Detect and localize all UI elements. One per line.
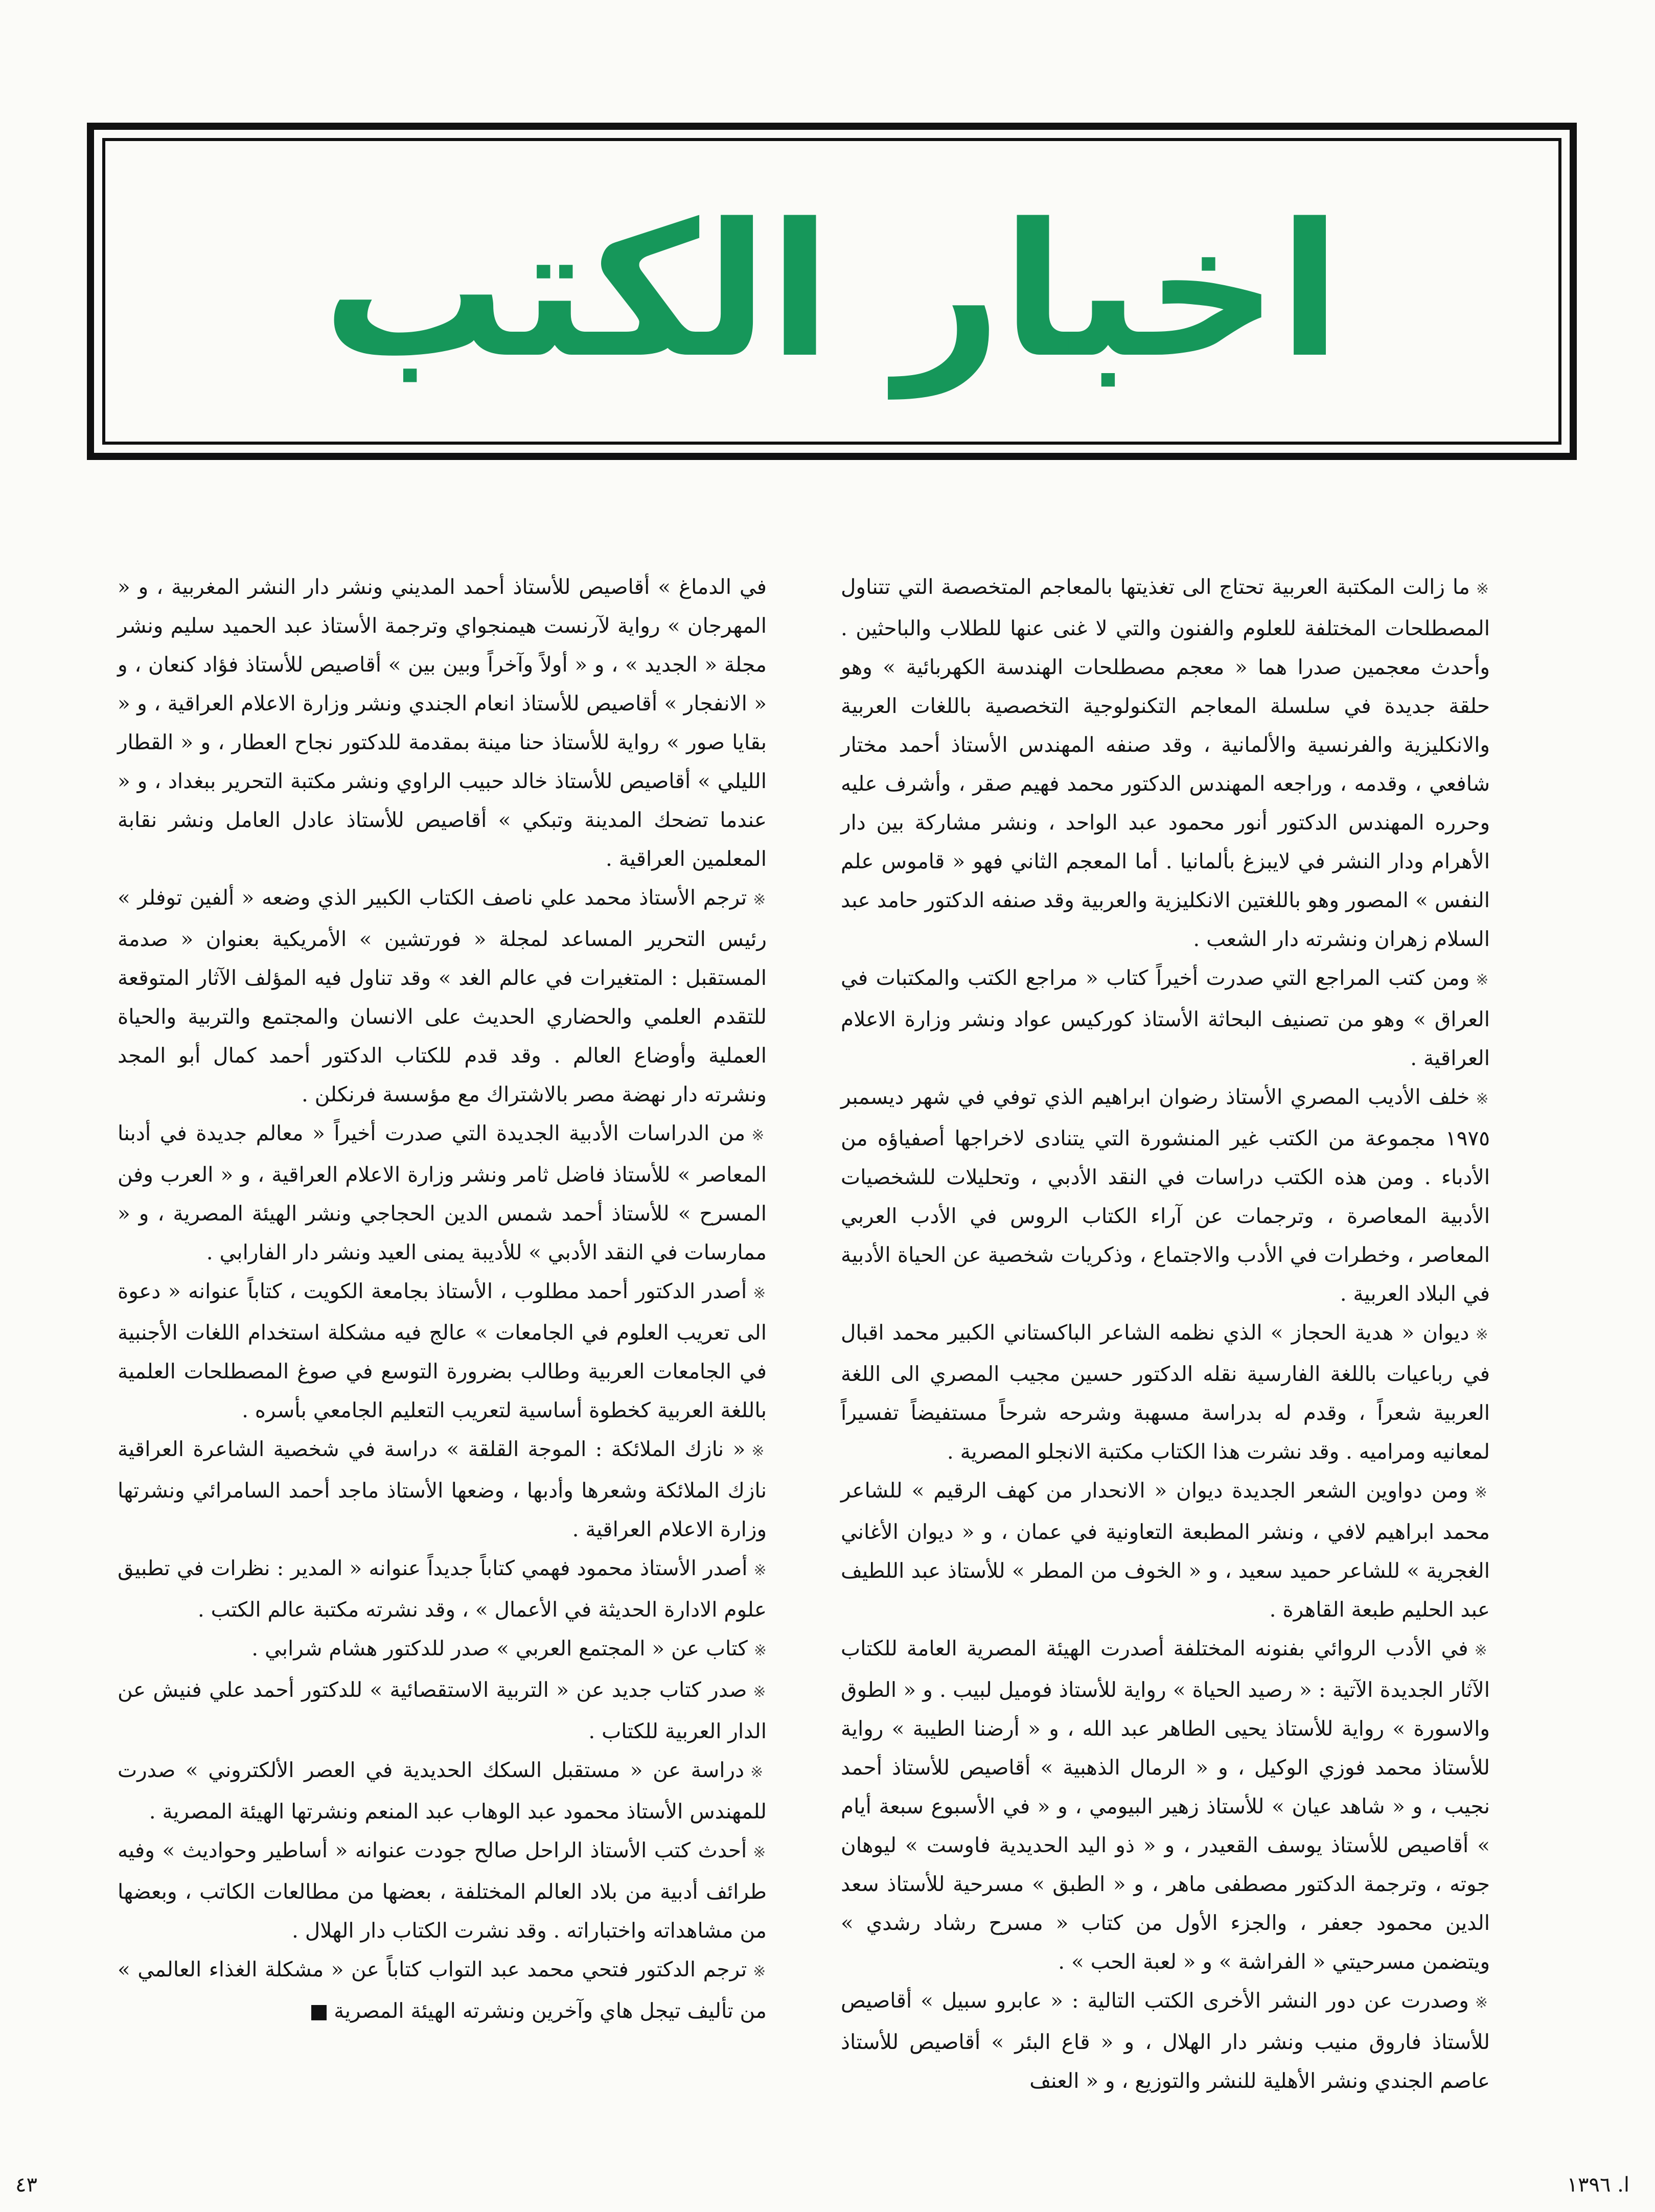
asterisk-icon: ※	[753, 1683, 767, 1701]
asterisk-icon: ※	[753, 1642, 767, 1660]
news-item-text: « نازك الملائكة : الموجة القلقة » دراسة في شخصية الشاعرة العراقية نازك الملائكة وشعرها وأدبها ، وضعها الأستاذ ماجد أحمد السامرائي ونشرتها وزارة الاعلام العراقية .	[118, 1437, 767, 1541]
news-item	[841, 1471, 1490, 1629]
news-item	[118, 1629, 767, 1670]
asterisk-icon: ※	[753, 1844, 767, 1861]
news-item-text: وصدرت عن دور النشر الأخرى الكتب التالية : « عابرو سبيل » أقاصيص للأستاذ فاروق منيب ونشر دار الهلال ، و « قاع البئر » أقاصيص للأستاذ عاصم الجندي ونشر الأهلية للنشر والتوزيع ، و « العنف	[841, 1988, 1490, 2093]
page-title: اخبار الكتب	[322, 184, 1342, 398]
asterisk-icon: ※	[751, 1126, 767, 1144]
asterisk-icon: ※	[750, 1763, 767, 1781]
news-item	[118, 1272, 767, 1430]
asterisk-icon: ※	[751, 1442, 767, 1460]
asterisk-icon: ※	[753, 1561, 767, 1579]
news-item-text: في الأدب الروائي بفنونه المختلفة أصدرت الهيئة المصرية العامة للكتاب الآثار الجديدة الآتية : « رصيد الحياة » رواية للأستاذ فوميل لبيب . و « الطوق والاسورة » رواية للأستاذ يحيى الطاهر عبد الله ، و « أرضنا الطيبة » رواية للأستاذ محمد فوزي الوكيل ، و « الرمال الذهبية » أقاصيص للأستاذ أحمد نجيب ، و « شاهد عيان » للأستاذ زهير البيومي ، و « في الأسبوع سبعة أيام » أقاصيص للأستاذ يوسف القعيدر ، و « ذو اليد الحديدية فاوست » ليوهان جوته ، وترجمة الدكتور مصطفى ماهر ، و « الطبق » مسرحية للأستاذ سعد الدين محمود جعفر ، والجزء الأول من كتاب « مسرح رشاد رشدي » ويتضمن مسرحيتي « الفراشة » و « لعبة الحب » .	[841, 1636, 1490, 1974]
end-square-icon	[311, 2005, 327, 2020]
header-inner-frame	[102, 138, 1561, 445]
news-item-text: في الدماغ » أقاصيص للأستاذ أحمد المديني ونشر دار النشر المغربية ، و « المهرجان » رواية لآرنست هيمنجواي وترجمة الأستاذ عبد الحميد سليم ونشر مجلة « الجديد » ، و « أولاً وآخراً وبين بين » أقاصيص للأستاذ فؤاد كنعان ، و « الانفجار » أقاصيص للأستاذ انعام الجندي ونشر وزارة الاعلام العراقية ، و « بقايا صور » رواية للأستاذ حنا مينة بمقدمة للدكتور نجاح العطار ، و « القطار الليلي » أقاصيص للأستاذ خالد حبيب الراوي ونشر مكتبة التحرير ببغداد ، و « عندما تضحك المدينة وتبكي » أقاصيص للأستاذ عادل العامل ونشر نقابة المعلمين العراقية .	[118, 574, 767, 871]
asterisk-icon: ※	[753, 1284, 767, 1302]
news-item-text: ومن كتب المراجع التي صدرت أخيراً كتاب « مراجع الكتب والمكتبات في العراق » وهو من تصنيف البحاثة الأستاذ كوركيس عواد ونشر وزارة الاعلام العراقية .	[841, 965, 1490, 1070]
news-item	[118, 1831, 767, 1950]
asterisk-icon: ※	[753, 891, 767, 909]
news-item	[118, 1549, 767, 1629]
news-item	[841, 958, 1490, 1077]
news-item-text: دراسة عن « مستقبل السكك الحديدية في العصر الألكتروني » صدرت للمهندس الأستاذ محمود عبد الوهاب عبد المنعم ونشرتها الهيئة المصرية .	[118, 1758, 767, 1824]
news-item	[118, 567, 767, 878]
asterisk-icon: ※	[1475, 1994, 1490, 2012]
news-item	[118, 878, 767, 1114]
news-item	[841, 567, 1490, 958]
asterisk-icon: ※	[1476, 971, 1490, 989]
news-item-text: أحدث كتب الأستاذ الراحل صالح جودت عنوانه « أساطير وحواديث » وفيه طرائف أدبية من بلاد العالم المختلفة ، بعضها من مطالعات الكاتب ، وبعضها من مشاهداته واختباراته . وقد نشرت الكتاب دار الهلال .	[118, 1838, 767, 1943]
news-item-text: كتاب عن « المجتمع العربي » صدر للدكتور هشام شرابي .	[251, 1636, 748, 1661]
news-item-text: ترجم الدكتور فتحي محمد عبد التواب كتاباً عن « مشكلة الغذاء العالمي » من تأليف تيجل هاي وآخرين ونشرته الهيئة المصرية	[118, 1957, 767, 2023]
news-item-text: ومن دواوين الشعر الجديدة ديوان « الانحدار من كهف الرقيم » للشاعر محمد ابراهيم لافي ، ونشر المطبعة التعاونية في عمان ، و « ديوان الأغاني الغجرية » للشاعر حميد سعيد ، و « الخوف من المطر » للأستاذ عبد اللطيف عبد الحليم طبعة القاهرة .	[841, 1478, 1490, 1622]
news-item	[841, 1077, 1490, 1313]
news-item-text: ديوان « هدية الحجاز » الذي نظمه الشاعر الباكستاني الكبير محمد اقبال في رباعيات باللغة الفارسية نقله الدكتور حسين مجيب المصري الى اللغة العربية شعراً ، وقدم له بدراسة مسهبة وشرحه شرحاً مستفيضاً تفسيراً لمعانيه ومراميه . وقد نشرت هذا الكتاب مكتبة الانجلو المصرية .	[841, 1320, 1490, 1464]
header-frame	[87, 123, 1577, 460]
news-item	[118, 1670, 767, 1750]
asterisk-icon: ※	[1476, 580, 1490, 598]
news-item	[841, 1629, 1490, 1981]
news-item-text: ترجم الأستاذ محمد علي ناصف الكتاب الكبير الذي وضعه « ألفين توفلر » رئيس التحرير المساعد لمجلة « فورتشين » الأمريكية بعنوان « صدمة المستقبل : المتغيرات في عالم الغد » وقد تناول فيه المؤلف الآثار المتوقعة للتقدم العلمي والحضاري الحديث على الانسان والمجتمع والتربية والحياة العملية وأوضاع العالم . وقد قدم للكتاب الدكتور أحمد كمال أبو المجد ونشرته دار نهضة مصر بالاشتراك مع مؤسسة فرنكلن .	[118, 885, 767, 1107]
news-item	[118, 1114, 767, 1272]
news-item-text: خلف الأديب المصري الأستاذ رضوان ابراهيم الذي توفي في شهر ديسمبر ١٩٧٥ مجموعة من الكتب غير المنشورة التي يتنادى لاخراجها أصفياؤه من الأدباء . ومن هذه الكتب دراسات في النقد الأدبي ، وتحليلات للشخصيات الأدبية المعاصرة ، وترجمات عن آراء الكتاب الروس في الأدب العربي المعاصر ، وخطرات في الأدب والاجتماع ، وذكريات شخصية عن الحياة الأدبية في البلاد العربية .	[841, 1085, 1490, 1306]
news-item	[841, 1981, 1490, 2100]
news-item	[118, 1430, 767, 1549]
issue-number: ا. ١٣٩٦	[1567, 2173, 1629, 2197]
asterisk-icon: ※	[1475, 1326, 1490, 1344]
news-item-text: ما زالت المكتبة العربية تحتاج الى تغذيتها بالمعاجم المتخصصة التي تتناول المصطلحات المختلفة للعلوم والفنون والتي لا غنى عنها للطلاب والباحثين . وأحدث معجمين صدرا هما « معجم مصطلحات الهندسة الكهربائية » وهو حلقة جديدة في سلسلة المعاجم التكنولوجية التخصصية باللغات العربية والانكليزية والفرنسية والألمانية ، وقد صنفه المهندس الأستاذ أحمد مختار شافعي ، وقدمه ، وراجعه المهندس الدكتور محمد فهيم صقر ، وأشرف عليه وحرره المهندس الدكتور أنور محمود عبد الواحد ، ونشر مشاركة بين دار الأهرام ودار النشر في لايبزغ بألمانيا . أما المعجم الثاني فهو « قاموس علم النفس » المصور وهو باللغتين الانكليزية والعربية وقد صنفه الدكتور حامد عبد السلام زهران ونشرته دار الشعب .	[841, 574, 1490, 951]
news-item	[841, 1313, 1490, 1471]
page-number: ٤٣	[15, 2173, 37, 2197]
asterisk-icon: ※	[1474, 1484, 1490, 1502]
asterisk-icon: ※	[1474, 1642, 1490, 1660]
news-item-text: من الدراسات الأدبية الجديدة التي صدرت أخيراً « معالم جديدة في أدبنا المعاصر » للأستاذ فاضل ثامر ونشر وزارة الاعلام العراقية ، و « العرب وفن المسرح » للأستاذ أحمد شمس الدين الحجاجي ونشر الهيئة المصرية ، و « ممارسات في النقد الأدبي » للأديبة يمنى العيد ونشر دار الفارابي .	[118, 1121, 767, 1264]
news-item-text: صدر كتاب جديد عن « التربية الاستقصائية » للدكتور أحمد علي فنيش عن الدار العربية للكتاب .	[118, 1677, 767, 1743]
news-item	[118, 1950, 767, 2030]
asterisk-icon: ※	[753, 1963, 767, 1980]
news-item-text: أصدر الأستاذ محمود فهمي كتاباً جديداً عنوانه « المدير : نظرات في تطبيق علوم الادارة الحديثة في الأعمال » ، وقد نشرته مكتبة عالم الكتب .	[118, 1556, 767, 1622]
asterisk-icon: ※	[1476, 1090, 1490, 1108]
news-item	[118, 1750, 767, 1831]
article-column-right	[841, 567, 1490, 2100]
news-item-text: أصدر الدكتور أحمد مطلوب ، الأستاذ بجامعة الكويت ، كتاباً عنوانه « دعوة الى تعريب العلوم في الجامعات » عالج فيه مشكلة استخدام اللغات الأجنبية في الجامعات العربية وطالب بضرورة التوسع في صوغ المصطلحات العلمية باللغة العربية كخطوة أساسية لتعريب التعليم الجامعي بأسره .	[118, 1279, 767, 1422]
article-column-left	[118, 567, 767, 2030]
